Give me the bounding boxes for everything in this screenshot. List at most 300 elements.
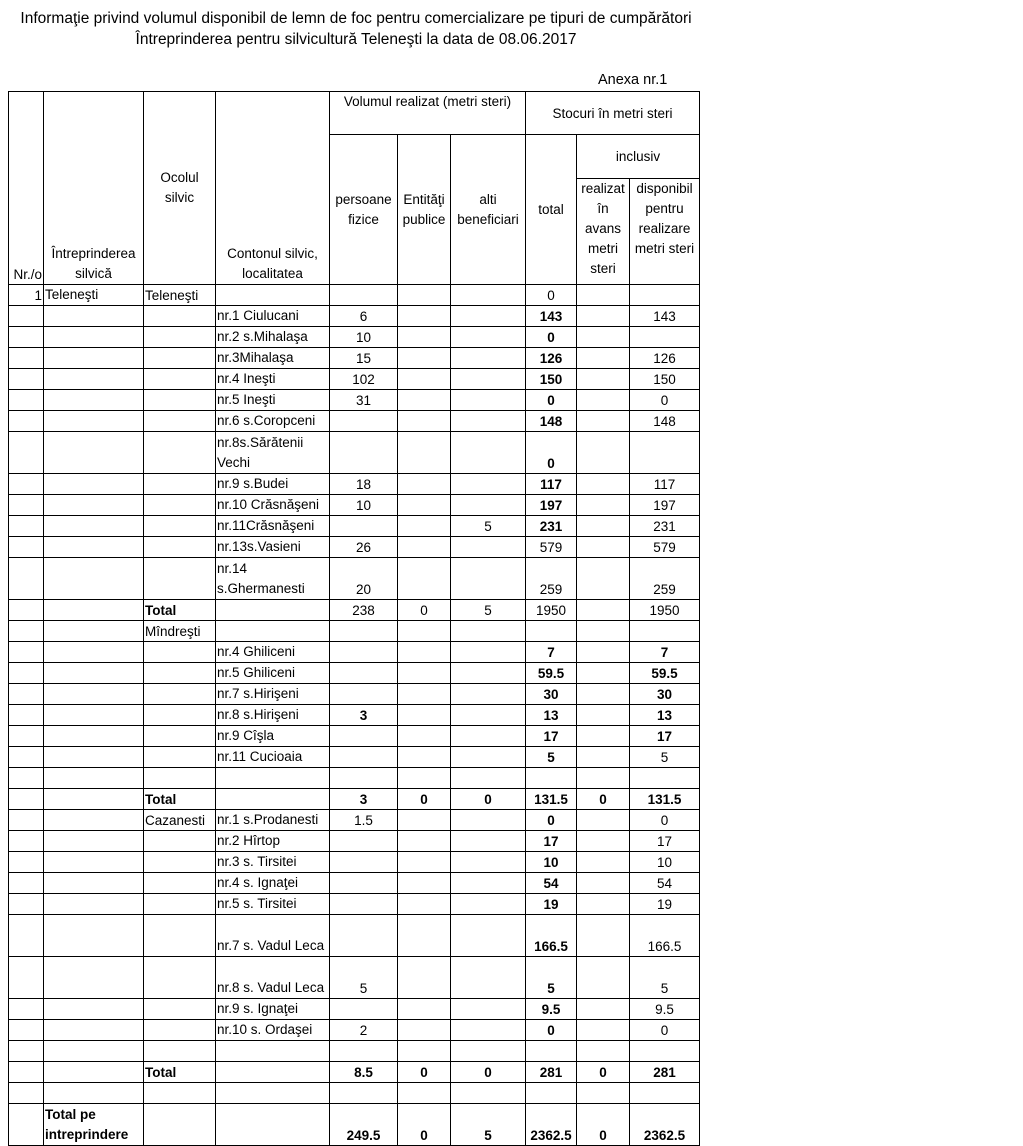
cell-other [451,1083,526,1104]
table-row [9,1104,700,1146]
cell-persons: 1.5 [330,810,398,831]
cell-ocol [144,642,216,663]
cell-nr [9,684,44,705]
cell-advance [577,852,630,873]
cell-nr [9,1104,44,1146]
cell-nr [9,873,44,894]
cell-persons [330,768,398,789]
cell-persons: 238 [330,600,398,621]
cell-public [398,1041,451,1062]
cell-nr [9,789,44,810]
cell-other [451,390,526,411]
cell-advance [577,873,630,894]
cell-persons [330,684,398,705]
cell-available: 117 [630,474,700,495]
cell-available: 197 [630,495,700,516]
cell-public [398,495,451,516]
cell-persons: 249.5 [330,1104,398,1146]
cell-total: 197 [526,495,577,516]
cell-enterprise [44,1083,144,1104]
cell-other [451,306,526,327]
cell-public [398,327,451,348]
cell-nr [9,474,44,495]
cell-public [398,894,451,915]
cell-enterprise: Teleneşti [44,285,144,306]
cell-enterprise [44,1020,144,1041]
cell-total [526,621,577,642]
cell-persons: 10 [330,327,398,348]
cell-other [451,495,526,516]
cell-ocol [144,705,216,726]
table-row [9,999,700,1020]
header-ocol: Ocolul silvic [144,92,216,285]
cell-available: 148 [630,411,700,432]
table-row [9,285,700,306]
cell-other [451,705,526,726]
cell-nr [9,411,44,432]
table-row [9,558,700,600]
table-row [9,726,700,747]
table-row [9,1041,700,1062]
cell-canton: nr.3 s. Tirsitei [216,852,330,873]
cell-public [398,516,451,537]
cell-advance [577,474,630,495]
table-row [9,537,700,558]
table-header [9,92,700,285]
cell-advance: 0 [577,1062,630,1083]
cell-ocol [144,747,216,768]
cell-nr [9,1041,44,1062]
cell-other [451,558,526,600]
cell-other [451,915,526,957]
table-row [9,327,700,348]
cell-advance [577,1041,630,1062]
cell-advance [577,663,630,684]
table-row [9,411,700,432]
cell-available: 1950 [630,600,700,621]
cell-ocol [144,411,216,432]
table-row [9,348,700,369]
cell-nr [9,558,44,600]
cell-public [398,1083,451,1104]
cell-enterprise [44,1062,144,1083]
header-nr: Nr./o [9,92,44,285]
cell-available: 0 [630,1020,700,1041]
table-row [9,1062,700,1083]
cell-enterprise [44,831,144,852]
cell-other [451,726,526,747]
cell-public [398,369,451,390]
cell-ocol [144,894,216,915]
cell-nr [9,1062,44,1083]
cell-total: 7 [526,642,577,663]
cell-canton: nr.7 s. Vadul Leca [216,915,330,957]
cell-public [398,726,451,747]
cell-advance [577,894,630,915]
cell-canton: nr.2 s.Mihalaşa [216,327,330,348]
cell-total: 0 [526,390,577,411]
cell-advance [577,558,630,600]
cell-nr [9,726,44,747]
cell-enterprise [44,873,144,894]
cell-total: 231 [526,516,577,537]
cell-other [451,852,526,873]
cell-nr [9,369,44,390]
cell-advance: 0 [577,789,630,810]
cell-nr [9,621,44,642]
cell-advance: 0 [577,1104,630,1146]
header-stocks-group: Stocuri în metri steri [526,92,700,135]
cell-enterprise [44,957,144,999]
cell-ocol [144,915,216,957]
cell-other [451,474,526,495]
cell-available: 281 [630,1062,700,1083]
table-row [9,1083,700,1104]
cell-enterprise [44,663,144,684]
cell-canton: nr.6 s.Coropceni [216,411,330,432]
cell-other [451,348,526,369]
cell-other [451,285,526,306]
cell-enterprise [44,327,144,348]
cell-nr [9,852,44,873]
cell-persons [330,285,398,306]
cell-ocol [144,852,216,873]
cell-available: 0 [630,810,700,831]
cell-total: 259 [526,558,577,600]
cell-available [630,1083,700,1104]
cell-ocol [144,432,216,474]
cell-total: 17 [526,831,577,852]
cell-enterprise: Total pe intreprindere [44,1104,144,1146]
cell-ocol: Total [144,600,216,621]
cell-other [451,684,526,705]
cell-ocol: Mîndreşti [144,621,216,642]
cell-persons [330,831,398,852]
cell-ocol [144,684,216,705]
cell-public [398,810,451,831]
cell-ocol [144,663,216,684]
cell-persons: 15 [330,348,398,369]
cell-public [398,1020,451,1041]
cell-ocol [144,516,216,537]
cell-advance [577,432,630,474]
table-row [9,684,700,705]
cell-total: 5 [526,957,577,999]
cell-available: 143 [630,306,700,327]
header-available: disponibil pentru realizare metri steri [630,179,700,285]
cell-canton: nr.8s.Sărătenii Vechi [216,432,330,474]
cell-other [451,747,526,768]
cell-enterprise [44,810,144,831]
cell-ocol [144,474,216,495]
cell-public [398,852,451,873]
cell-other [451,894,526,915]
cell-public: 0 [398,789,451,810]
cell-other [451,810,526,831]
cell-advance [577,747,630,768]
cell-enterprise [44,642,144,663]
cell-nr [9,705,44,726]
cell-total: 126 [526,348,577,369]
cell-public [398,642,451,663]
table-body [9,285,700,1146]
cell-canton: nr.9 Cîşla [216,726,330,747]
cell-nr [9,600,44,621]
cell-available: 0 [630,390,700,411]
cell-persons: 3 [330,705,398,726]
cell-public [398,768,451,789]
cell-canton: nr.4 Ineşti [216,369,330,390]
cell-available: 5 [630,957,700,999]
table-row [9,600,700,621]
header-inclusiv: inclusiv [577,135,700,179]
cell-ocol [144,1041,216,1062]
cell-ocol [144,495,216,516]
cell-canton [216,1041,330,1062]
cell-advance [577,999,630,1020]
cell-available: 19 [630,894,700,915]
cell-advance [577,537,630,558]
cell-advance [577,726,630,747]
cell-persons [330,852,398,873]
cell-ocol [144,390,216,411]
cell-canton [216,285,330,306]
cell-public [398,537,451,558]
cell-public [398,306,451,327]
cell-canton: nr.5 Ghiliceni [216,663,330,684]
cell-public [398,663,451,684]
cell-nr: 1 [9,285,44,306]
table-row [9,789,700,810]
cell-advance [577,369,630,390]
cell-enterprise [44,411,144,432]
table-row [9,873,700,894]
cell-public [398,285,451,306]
cell-total [526,1083,577,1104]
cell-ocol [144,369,216,390]
cell-advance [577,327,630,348]
cell-available [630,432,700,474]
cell-public [398,684,451,705]
cell-total: 54 [526,873,577,894]
cell-enterprise [44,852,144,873]
cell-other [451,1041,526,1062]
table-row [9,516,700,537]
cell-public [398,957,451,999]
cell-available: 131.5 [630,789,700,810]
cell-total: 19 [526,894,577,915]
cell-advance [577,600,630,621]
cell-total [526,768,577,789]
cell-persons: 5 [330,957,398,999]
cell-available: 54 [630,873,700,894]
cell-canton [216,789,330,810]
cell-canton: nr.8 s. Vadul Leca [216,957,330,999]
cell-nr [9,915,44,957]
cell-persons: 102 [330,369,398,390]
cell-public: 0 [398,1104,451,1146]
cell-ocol [144,558,216,600]
cell-available: 9.5 [630,999,700,1020]
cell-advance [577,390,630,411]
cell-advance [577,642,630,663]
cell-enterprise [44,726,144,747]
cell-enterprise [44,999,144,1020]
cell-persons: 18 [330,474,398,495]
cell-persons [330,432,398,474]
cell-enterprise [44,537,144,558]
table-row [9,915,700,957]
cell-enterprise [44,558,144,600]
cell-nr [9,495,44,516]
cell-total: 281 [526,1062,577,1083]
cell-other [451,537,526,558]
cell-other: 5 [451,516,526,537]
cell-available [630,285,700,306]
cell-advance [577,516,630,537]
cell-total: 30 [526,684,577,705]
table-row [9,957,700,999]
cell-persons: 2 [330,1020,398,1041]
cell-public: 0 [398,1062,451,1083]
cell-ocol: Total [144,1062,216,1083]
cell-canton: nr.5 s. Tirsitei [216,894,330,915]
cell-public [398,621,451,642]
cell-ocol: Cazanesti [144,810,216,831]
cell-total: 10 [526,852,577,873]
table-row [9,810,700,831]
cell-ocol: Teleneşti [144,285,216,306]
cell-other [451,621,526,642]
cell-persons [330,999,398,1020]
cell-canton: nr.1 s.Prodanesti [216,810,330,831]
cell-public [398,432,451,474]
cell-total: 166.5 [526,915,577,957]
cell-total: 17 [526,726,577,747]
table-row [9,432,700,474]
cell-persons [330,1083,398,1104]
cell-canton: nr.14 s.Ghermanesti [216,558,330,600]
cell-available: 17 [630,726,700,747]
cell-advance [577,1083,630,1104]
cell-total: 9.5 [526,999,577,1020]
cell-canton: nr.11Crăsnăşeni [216,516,330,537]
cell-public [398,999,451,1020]
cell-advance [577,306,630,327]
table-row [9,705,700,726]
table-row [9,894,700,915]
cell-enterprise [44,600,144,621]
cell-available: 5 [630,747,700,768]
cell-canton [216,1083,330,1104]
cell-other: 0 [451,789,526,810]
cell-public [398,831,451,852]
cell-total: 13 [526,705,577,726]
cell-enterprise [44,348,144,369]
cell-canton: nr.4 s. Ignaţei [216,873,330,894]
cell-nr [9,747,44,768]
cell-total: 0 [526,1020,577,1041]
cell-ocol [144,831,216,852]
cell-other [451,642,526,663]
cell-ocol [144,1083,216,1104]
table-row [9,747,700,768]
cell-nr [9,642,44,663]
cell-total: 1950 [526,600,577,621]
cell-public [398,348,451,369]
cell-canton: nr.5 Ineşti [216,390,330,411]
cell-enterprise [44,747,144,768]
cell-available [630,1041,700,1062]
cell-available [630,621,700,642]
cell-advance [577,831,630,852]
cell-available: 579 [630,537,700,558]
cell-canton [216,768,330,789]
cell-available [630,327,700,348]
cell-available: 10 [630,852,700,873]
cell-total: 0 [526,285,577,306]
cell-persons: 3 [330,789,398,810]
cell-other [451,1020,526,1041]
cell-persons: 8.5 [330,1062,398,1083]
cell-other [451,327,526,348]
cell-other [451,432,526,474]
cell-available: 30 [630,684,700,705]
cell-enterprise [44,1041,144,1062]
table-row [9,306,700,327]
cell-enterprise [44,621,144,642]
header-persons: persoane fizice [330,135,398,285]
cell-canton [216,621,330,642]
cell-other: 5 [451,1104,526,1146]
cell-ocol [144,999,216,1020]
cell-persons [330,516,398,537]
cell-ocol [144,1104,216,1146]
cell-canton [216,1104,330,1146]
cell-other [451,411,526,432]
cell-total: 148 [526,411,577,432]
cell-persons [330,915,398,957]
header-public: Entităţi publice [398,135,451,285]
cell-ocol [144,957,216,999]
cell-total: 0 [526,810,577,831]
cell-enterprise [44,306,144,327]
cell-nr [9,390,44,411]
cell-advance [577,768,630,789]
cell-available: 59.5 [630,663,700,684]
cell-other [451,957,526,999]
cell-persons [330,663,398,684]
cell-enterprise [44,390,144,411]
cell-nr [9,516,44,537]
cell-persons: 26 [330,537,398,558]
cell-enterprise [44,768,144,789]
cell-canton: nr.13s.Vasieni [216,537,330,558]
cell-advance [577,1020,630,1041]
cell-canton: nr.8 s.Hirişeni [216,705,330,726]
table-row [9,642,700,663]
cell-ocol [144,1020,216,1041]
cell-enterprise [44,495,144,516]
cell-other [451,831,526,852]
cell-enterprise [44,894,144,915]
cell-enterprise [44,474,144,495]
table-row [9,663,700,684]
cell-enterprise [44,915,144,957]
document-title: Informaţie privind volumul disponibil de lemn de foc pentru comercializare pe tipuri de cumpărători [20,10,692,27]
cell-enterprise [44,705,144,726]
cell-public [398,705,451,726]
